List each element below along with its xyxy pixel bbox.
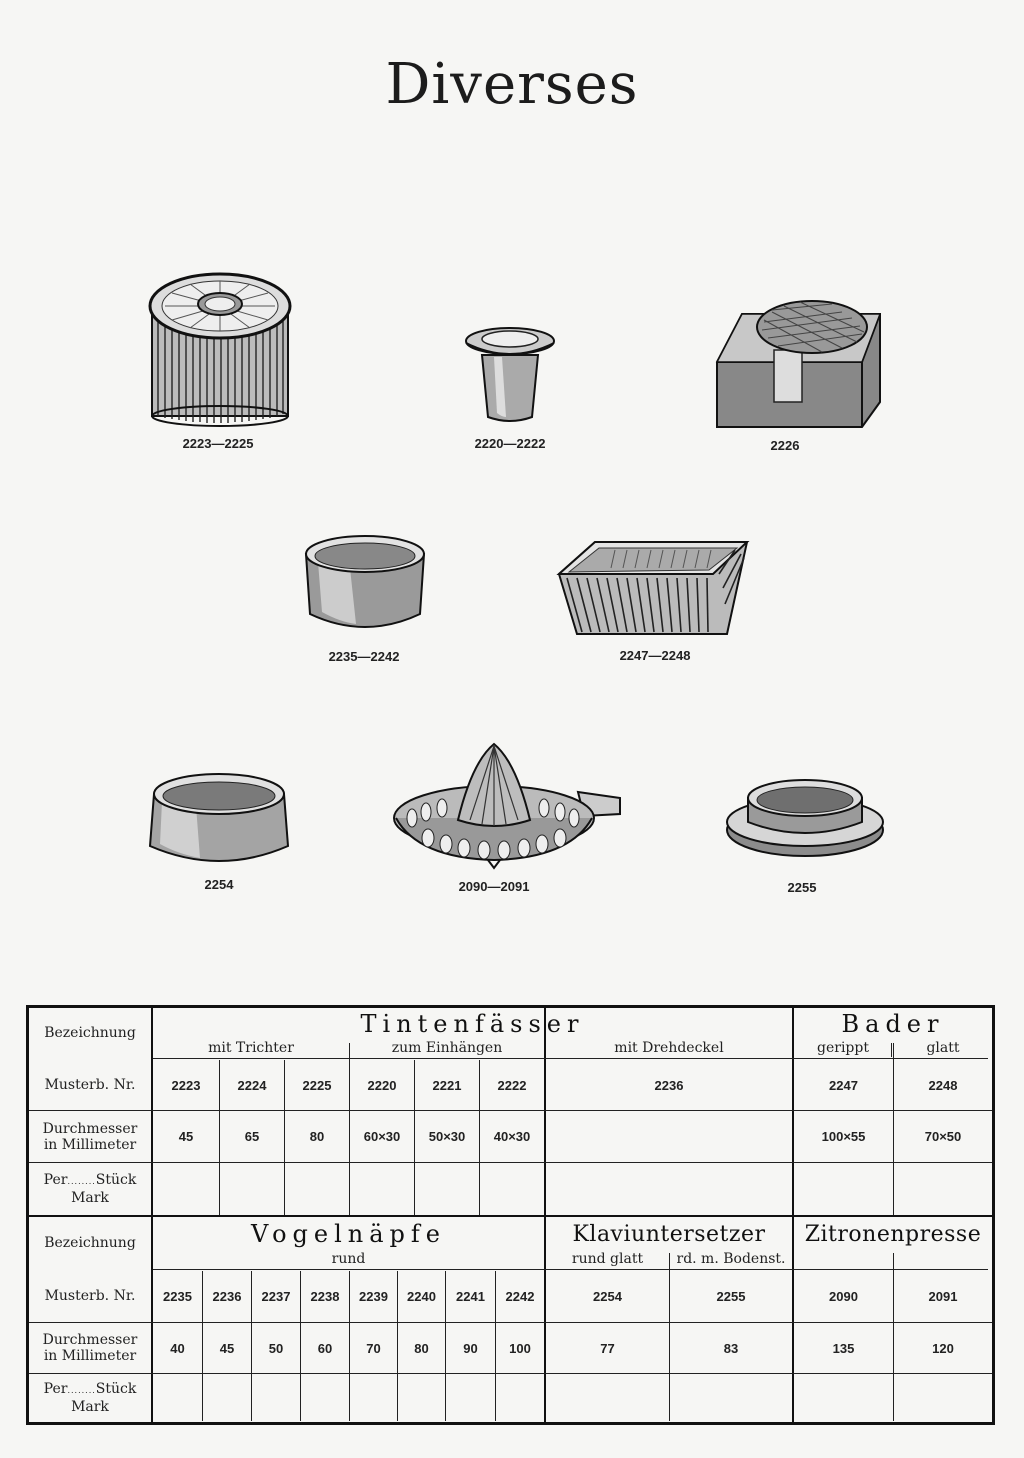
nr-cell: 2255 [716, 1288, 746, 1304]
subgroup-rd-bodenst: rd. m. Bodenst. [676, 1251, 786, 1267]
durchmesser-line1: Durchmesser [42, 1120, 138, 1137]
product-coaster-base [724, 772, 886, 902]
product-swivel-inkwell [712, 292, 892, 457]
diameter-cell: 70×50 [924, 1129, 962, 1144]
nr-cell: 2091 [928, 1288, 958, 1304]
diameter-cell: 50 [268, 1340, 284, 1356]
nr-cell: 2240 [407, 1288, 436, 1304]
subgroup-mit-drehdeckel: mit Drehdeckel [614, 1040, 724, 1056]
product-caption: 2223—2225 [182, 436, 254, 451]
product-caption: 2255 [787, 880, 817, 895]
diameter-cell: 60×30 [363, 1129, 401, 1144]
group-zitronenpresse: Zitronenpresse [804, 1221, 982, 1247]
nr-cell: 2223 [171, 1077, 201, 1093]
nr-cell: 2238 [310, 1288, 340, 1304]
product-lemon-squeezer [388, 742, 628, 902]
nr-cell: 2247 [829, 1077, 858, 1093]
subgroup-glatt: glatt [926, 1040, 960, 1056]
per-stueck-line [44, 1172, 137, 1190]
product-caption: 2226 [770, 438, 800, 453]
nr-cell: 2239 [359, 1288, 388, 1304]
durchmesser-line2: in Millimeter [43, 1136, 137, 1153]
per-stueck-line [44, 1381, 137, 1399]
mark-word: Mark [71, 1190, 109, 1206]
diameter-cell: 50×30 [428, 1129, 466, 1144]
diameter-cell: 45 [219, 1340, 235, 1356]
nr-cell: 2222 [497, 1077, 527, 1093]
diameter-cell: 135 [832, 1340, 855, 1356]
subgroup-rund-glatt: rund glatt [571, 1251, 644, 1267]
product-caption: 2090—2091 [458, 879, 530, 894]
per-dots: ........ [67, 1386, 96, 1395]
stueck-word: Stück [95, 1381, 137, 1397]
diameter-cell: 65 [244, 1129, 260, 1144]
diameter-cell: 60 [317, 1340, 333, 1356]
product-bird-dish [300, 532, 430, 672]
nr-cell: 2090 [829, 1288, 858, 1304]
page-title: Diverses [385, 52, 639, 117]
product-caption: 2254 [204, 877, 234, 892]
ribbed-rectangular-bath-icon [555, 538, 755, 638]
nr-cell: 2236 [654, 1077, 684, 1093]
diameter-cell: 80 [414, 1340, 429, 1356]
product-bath [555, 538, 755, 673]
subgroup-gerippt: gerippt [817, 1040, 869, 1056]
nr-cell: 2241 [456, 1288, 485, 1304]
nr-cell: 2221 [432, 1077, 462, 1093]
mark-word: Mark [71, 1399, 109, 1415]
product-caption: 2247—2248 [619, 648, 691, 663]
nr-cell: 2242 [505, 1288, 535, 1304]
hanging-inkwell-cup-icon [460, 325, 560, 435]
diameter-cell: 45 [178, 1129, 194, 1144]
nr-cell: 2237 [261, 1288, 291, 1304]
durchmesser-line2: in Millimeter [43, 1348, 137, 1364]
inkwell-with-swivel-lid-icon [712, 292, 892, 432]
per-word: Per [43, 1381, 68, 1397]
diameter-cell: 40 [170, 1340, 185, 1356]
musterb-nr-label: Musterb. Nr. [44, 1288, 136, 1304]
nr-cell: 2236 [212, 1288, 242, 1304]
piano-coaster-plain-icon [148, 770, 290, 870]
price-table [26, 1005, 995, 1425]
product-hanging-inkwell [460, 325, 560, 450]
nr-cell: 2220 [367, 1077, 397, 1093]
subgroup-rund: rund [331, 1251, 366, 1267]
diameter-cell: 100 [509, 1340, 531, 1356]
per-word: Per [43, 1172, 68, 1188]
musterb-nr-label: Musterb. Nr. [44, 1077, 136, 1093]
durchmesser-label [29, 1323, 151, 1373]
product-ribbed-inkwell [140, 268, 300, 451]
diameter-cell: 77 [600, 1340, 615, 1356]
bezeichnung-label: Bezeichnung [44, 1025, 136, 1041]
product-coaster-plain [148, 770, 290, 900]
group-bader: Bader [841, 1010, 945, 1038]
diameter-cell: 100×55 [821, 1129, 866, 1144]
product-caption: 2235—2242 [328, 649, 400, 664]
group-vogelnaepfe: Vogelnäpfe [250, 1220, 447, 1248]
subgroup-zum-einhaengen: zum Einhängen [391, 1040, 503, 1056]
group-tintenfaesser: Tintenfässer [360, 1010, 585, 1038]
per-dots: ........ [67, 1177, 96, 1186]
nr-cell: 2235 [163, 1288, 192, 1304]
bezeichnung-label: Bezeichnung [44, 1235, 136, 1251]
piano-coaster-with-base-icon [724, 772, 886, 862]
durchmesser-line1: Durchmesser [42, 1332, 138, 1348]
diameter-cell: 80 [309, 1129, 325, 1144]
nr-cell: 2225 [302, 1077, 332, 1093]
lemon-squeezer-icon [388, 742, 628, 867]
diameter-cell: 83 [723, 1340, 739, 1356]
durchmesser-label [29, 1111, 151, 1162]
diameter-cell: 90 [463, 1340, 478, 1356]
nr-cell: 2248 [928, 1077, 958, 1093]
round-bird-dish-icon [300, 532, 430, 637]
nr-cell: 2254 [593, 1288, 622, 1304]
per-stueck-label [29, 1163, 151, 1215]
subgroup-mit-trichter: mit Trichter [208, 1040, 294, 1056]
diameter-cell: 70 [366, 1340, 381, 1356]
ribbed-round-inkwell-icon [140, 268, 300, 438]
diameter-cell: 120 [932, 1340, 954, 1356]
diameter-cell: 40×30 [493, 1129, 531, 1144]
nr-cell: 2224 [237, 1077, 267, 1093]
per-stueck-label [29, 1374, 151, 1422]
group-klavieruntersetzer: Klaviuntersetzer [572, 1221, 766, 1247]
stueck-word: Stück [95, 1172, 137, 1188]
product-caption: 2220—2222 [474, 436, 546, 451]
diameter-cell [546, 1111, 792, 1162]
